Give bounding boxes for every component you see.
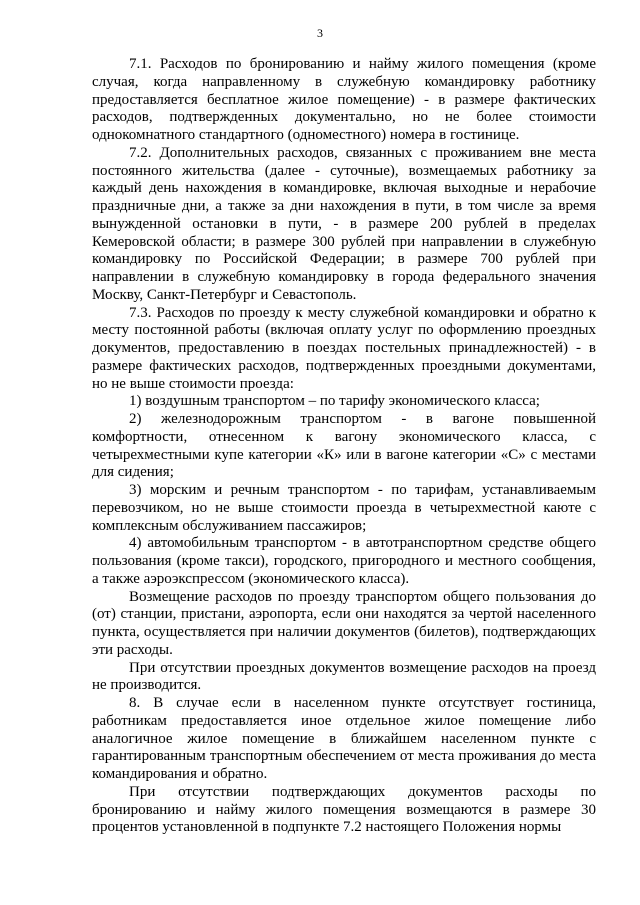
paragraph-no-documents: При отсутствии проездных документов возмещение расходов на проезд не производится. bbox=[92, 659, 596, 694]
list-item-sea-river-transport: 3) морским и речным транспортом - по тарифам, устанавливаемым перевозчиком, но не выше стоимости проезда в четырехместной каюте с комплексным обслуживанием пассажиров; bbox=[92, 482, 596, 534]
paragraph-8: 8. В случае если в населенном пункте отсутствует гостиница, работникам предоставляется иное отдельное жилое помещение либо аналогичное жилое помещение в ближайшем населенном пункте с гарантированным транспортным обеспечением от места проживания до места командирования и обратно. bbox=[92, 695, 596, 782]
list-item-air-transport: 1) воздушным транспортом – по тарифу экономического класса; bbox=[129, 393, 540, 410]
paragraph-public-transport-refund: Возмещение расходов по проезду транспортом общего пользования до (от) станции, пристани, аэропорта, если они находятся за чертой населенного пункта, осуществляется при наличии документов (билетов), подтверждающих эти расходы. bbox=[92, 588, 596, 658]
paragraph-7-3: 7.3. Расходов по проезду к месту служебной командировки и обратно к месту постоянной работы (включая оплату услуг по оформлению проездных документов, предоставлению в поездах постельных принадлежностей) - в размере фактических расходов, подтвержденных проездными документами, но не выше стоимости проезда: bbox=[92, 304, 596, 392]
paragraph-7-2: 7.2. Дополнительных расходов, связанных с проживанием вне места постоянного жительства (далее - суточные), возмещаемых работнику за каждый день нахождения в командировке, включая выходные и нерабочие праздничные дни, а также за дни нахождения в пути, в том числе за время вынужденной остановки в пути, - в размере 200 рублей в пределах Кемеровской области; в размере 300 рублей при направлении в служебную командировку по Российской Федерации; в размере 700 рублей при направлении в служебную командировку в города федерального значения Москву, Санкт-Петербург и Севастополь. bbox=[92, 144, 596, 303]
paragraph-7-1: 7.1. Расходов по бронированию и найму жилого помещения (кроме случая, когда направленному в служебную командировку работнику предоставляется бесплатное жилое помещение) - в размере фактических расходов, подтвержденных документально, но не более стоимости однокомнатного стандартного (одноместного) номера в гостинице. bbox=[92, 56, 596, 143]
page-number: 3 bbox=[317, 26, 323, 40]
list-item-road-transport: 4) автомобильным транспортом - в автотранспортном средстве общего пользования (кроме такси), городского, пригородного и местного сообщения, а также аэроэкспрессом (экономического класса). bbox=[92, 535, 596, 587]
paragraph-no-supporting-documents: При отсутствии подтверждающих документов расходы по бронированию и найму жилого помещения возмещаются в размере 30 процентов установленной в подпункте 7.2 настоящего Положения нормы bbox=[92, 783, 596, 836]
document-body bbox=[92, 56, 596, 837]
list-item-rail-transport: 2) железнодорожным транспортом - в вагоне повышенной комфортности, отнесенном к вагону экономического класса, с четырехместными купе категории «К» или в вагоне категории «С» с местами для сидения; bbox=[92, 411, 596, 481]
